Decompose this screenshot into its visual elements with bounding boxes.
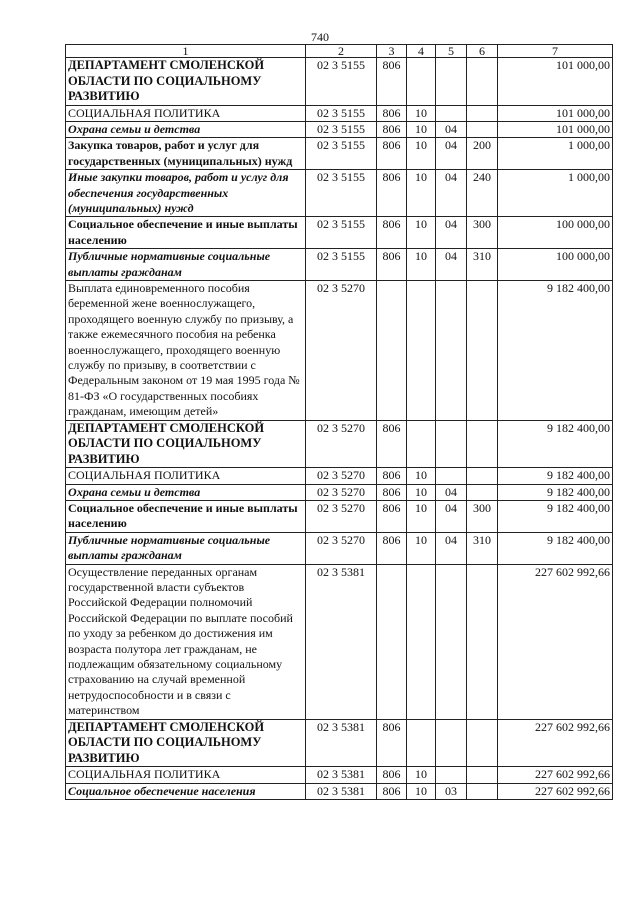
section-code-cell: 10 bbox=[407, 532, 436, 564]
section-code-cell bbox=[407, 564, 436, 719]
subsection-code-cell bbox=[436, 767, 467, 783]
subsection-code-cell: 04 bbox=[436, 121, 467, 137]
subsection-code-cell bbox=[436, 564, 467, 719]
amount-cell: 9 182 400,00 bbox=[498, 532, 613, 564]
amount-cell: 1 000,00 bbox=[498, 170, 613, 217]
row-name-cell: ДЕПАРТАМЕНТ СМОЛЕНСКОЙ ОБЛАСТИ ПО СОЦИАЛЬНОМУ РАЗВИТИЮ bbox=[66, 719, 306, 767]
subsection-code-cell bbox=[436, 719, 467, 767]
table-row bbox=[66, 767, 613, 783]
subsection-code-cell: 03 bbox=[436, 783, 467, 799]
amount-cell: 9 182 400,00 bbox=[498, 280, 613, 420]
section-code-cell: 10 bbox=[407, 170, 436, 217]
ministry-code-cell: 806 bbox=[377, 217, 407, 249]
column-header: 6 bbox=[467, 45, 498, 58]
row-name-cell: Закупка товаров, работ и услуг для государственных (муниципальных) нужд bbox=[66, 138, 306, 170]
ministry-code-cell: 806 bbox=[377, 58, 407, 106]
row-name-cell: Публичные нормативные социальные выплаты гражданам bbox=[66, 532, 306, 564]
target-code-cell: 02 3 5155 bbox=[306, 138, 377, 170]
target-code-cell: 02 3 5381 bbox=[306, 564, 377, 719]
row-name-cell: Социальное обеспечение и иные выплаты населению bbox=[66, 217, 306, 249]
ministry-code-cell: 806 bbox=[377, 767, 407, 783]
target-code-cell: 02 3 5270 bbox=[306, 468, 377, 484]
table-row bbox=[66, 105, 613, 121]
amount-cell: 227 602 992,66 bbox=[498, 767, 613, 783]
amount-cell: 1 000,00 bbox=[498, 138, 613, 170]
expense-type-cell bbox=[467, 105, 498, 121]
row-name-cell: Социальное обеспечение и иные выплаты населению bbox=[66, 500, 306, 532]
table-row bbox=[66, 468, 613, 484]
row-name-cell: Иные закупки товаров, работ и услуг для обеспечения государственных (муниципальных) нужд bbox=[66, 170, 306, 217]
target-code-cell: 02 3 5270 bbox=[306, 500, 377, 532]
page-number: 740 bbox=[311, 30, 329, 44]
amount-cell: 9 182 400,00 bbox=[498, 420, 613, 468]
ministry-code-cell: 806 bbox=[377, 170, 407, 217]
expense-type-cell bbox=[467, 420, 498, 468]
table-row bbox=[66, 783, 613, 799]
subsection-code-cell bbox=[436, 58, 467, 106]
section-code-cell: 10 bbox=[407, 767, 436, 783]
section-code-cell: 10 bbox=[407, 121, 436, 137]
table-row bbox=[66, 719, 613, 767]
amount-cell: 9 182 400,00 bbox=[498, 500, 613, 532]
section-code-cell: 10 bbox=[407, 484, 436, 500]
budget-table bbox=[65, 44, 613, 800]
section-code-cell: 10 bbox=[407, 500, 436, 532]
row-name-cell: Публичные нормативные социальные выплаты гражданам bbox=[66, 249, 306, 281]
row-name-cell: СОЦИАЛЬНАЯ ПОЛИТИКА bbox=[66, 468, 306, 484]
expense-type-cell: 240 bbox=[467, 170, 498, 217]
table-row bbox=[66, 58, 613, 106]
target-code-cell: 02 3 5155 bbox=[306, 105, 377, 121]
ministry-code-cell: 806 bbox=[377, 500, 407, 532]
table-row bbox=[66, 217, 613, 249]
target-code-cell: 02 3 5155 bbox=[306, 170, 377, 217]
amount-cell: 100 000,00 bbox=[498, 217, 613, 249]
table-body bbox=[66, 58, 613, 800]
row-name-cell: СОЦИАЛЬНАЯ ПОЛИТИКА bbox=[66, 767, 306, 783]
expense-type-cell bbox=[467, 484, 498, 500]
section-code-cell bbox=[407, 420, 436, 468]
expense-type-cell bbox=[467, 468, 498, 484]
target-code-cell: 02 3 5270 bbox=[306, 420, 377, 468]
amount-cell: 101 000,00 bbox=[498, 105, 613, 121]
amount-cell: 9 182 400,00 bbox=[498, 468, 613, 484]
table-row bbox=[66, 138, 613, 170]
table-row bbox=[66, 500, 613, 532]
expense-type-cell bbox=[467, 280, 498, 420]
expense-type-cell bbox=[467, 58, 498, 106]
target-code-cell: 02 3 5155 bbox=[306, 58, 377, 106]
amount-cell: 9 182 400,00 bbox=[498, 484, 613, 500]
amount-cell: 101 000,00 bbox=[498, 58, 613, 106]
row-name-cell: Выплата единовременного пособия беременной жене военнослужащего, проходящего военную службу по призыву, а также ежемесячного пособия на ребенка военнослужащего, проходящего военную службу по призыву, в соответствии с Федеральным законом от 19 мая 1995 года № 81-ФЗ «О государственных пособиях гражданам, имеющим детей» bbox=[66, 280, 306, 420]
subsection-code-cell bbox=[436, 420, 467, 468]
subsection-code-cell: 04 bbox=[436, 217, 467, 249]
subsection-code-cell: 04 bbox=[436, 484, 467, 500]
ministry-code-cell: 806 bbox=[377, 420, 407, 468]
row-name-cell: ДЕПАРТАМЕНТ СМОЛЕНСКОЙ ОБЛАСТИ ПО СОЦИАЛЬНОМУ РАЗВИТИЮ bbox=[66, 58, 306, 106]
expense-type-cell bbox=[467, 767, 498, 783]
subsection-code-cell bbox=[436, 468, 467, 484]
row-name-cell: Осуществление переданных органам государственной власти субъектов Российской Федерации полномочий Российской Федерации по выплате пособий по уходу за ребенком до достижения им возраста полутора лет гражданам, не подлежащим обязательному социальному страхованию на случай временной нетрудоспособности и в связи с материнством bbox=[66, 564, 306, 719]
table-row bbox=[66, 532, 613, 564]
amount-cell: 227 602 992,66 bbox=[498, 719, 613, 767]
subsection-code-cell: 04 bbox=[436, 170, 467, 217]
row-name-cell: Охрана семьи и детства bbox=[66, 484, 306, 500]
ministry-code-cell bbox=[377, 564, 407, 719]
ministry-code-cell: 806 bbox=[377, 249, 407, 281]
ministry-code-cell bbox=[377, 280, 407, 420]
amount-cell: 100 000,00 bbox=[498, 249, 613, 281]
row-name-cell: Охрана семьи и детства bbox=[66, 121, 306, 137]
row-name-cell: СОЦИАЛЬНАЯ ПОЛИТИКА bbox=[66, 105, 306, 121]
target-code-cell: 02 3 5270 bbox=[306, 484, 377, 500]
expense-type-cell bbox=[467, 121, 498, 137]
subsection-code-cell: 04 bbox=[436, 532, 467, 564]
target-code-cell: 02 3 5270 bbox=[306, 532, 377, 564]
expense-type-cell: 300 bbox=[467, 217, 498, 249]
section-code-cell bbox=[407, 719, 436, 767]
column-header: 3 bbox=[377, 45, 407, 58]
subsection-code-cell: 04 bbox=[436, 138, 467, 170]
expense-type-cell bbox=[467, 564, 498, 719]
target-code-cell: 02 3 5155 bbox=[306, 217, 377, 249]
ministry-code-cell: 806 bbox=[377, 121, 407, 137]
ministry-code-cell: 806 bbox=[377, 138, 407, 170]
column-header: 2 bbox=[306, 45, 377, 58]
ministry-code-cell: 806 bbox=[377, 719, 407, 767]
target-code-cell: 02 3 5381 bbox=[306, 767, 377, 783]
subsection-code-cell: 04 bbox=[436, 249, 467, 281]
target-code-cell: 02 3 5381 bbox=[306, 719, 377, 767]
section-code-cell: 10 bbox=[407, 783, 436, 799]
section-code-cell: 10 bbox=[407, 217, 436, 249]
expense-type-cell: 310 bbox=[467, 532, 498, 564]
section-code-cell: 10 bbox=[407, 138, 436, 170]
ministry-code-cell: 806 bbox=[377, 783, 407, 799]
expense-type-cell: 310 bbox=[467, 249, 498, 281]
subsection-code-cell: 04 bbox=[436, 500, 467, 532]
section-code-cell: 10 bbox=[407, 468, 436, 484]
expense-type-cell: 200 bbox=[467, 138, 498, 170]
section-code-cell: 10 bbox=[407, 249, 436, 281]
row-name-cell: Социальное обеспечение населения bbox=[66, 783, 306, 799]
column-header: 7 bbox=[498, 45, 613, 58]
expense-type-cell bbox=[467, 719, 498, 767]
amount-cell: 227 602 992,66 bbox=[498, 783, 613, 799]
table-row bbox=[66, 170, 613, 217]
amount-cell: 101 000,00 bbox=[498, 121, 613, 137]
table-row bbox=[66, 121, 613, 137]
header-row bbox=[66, 45, 613, 58]
column-header: 5 bbox=[436, 45, 467, 58]
table-row bbox=[66, 249, 613, 281]
ministry-code-cell: 806 bbox=[377, 105, 407, 121]
column-header: 4 bbox=[407, 45, 436, 58]
expense-type-cell: 300 bbox=[467, 500, 498, 532]
column-header: 1 bbox=[66, 45, 306, 58]
amount-cell: 227 602 992,66 bbox=[498, 564, 613, 719]
table-row bbox=[66, 484, 613, 500]
subsection-code-cell bbox=[436, 105, 467, 121]
target-code-cell: 02 3 5270 bbox=[306, 280, 377, 420]
expense-type-cell bbox=[467, 783, 498, 799]
target-code-cell: 02 3 5155 bbox=[306, 121, 377, 137]
ministry-code-cell: 806 bbox=[377, 468, 407, 484]
row-name-cell: ДЕПАРТАМЕНТ СМОЛЕНСКОЙ ОБЛАСТИ ПО СОЦИАЛЬНОМУ РАЗВИТИЮ bbox=[66, 420, 306, 468]
subsection-code-cell bbox=[436, 280, 467, 420]
target-code-cell: 02 3 5381 bbox=[306, 783, 377, 799]
ministry-code-cell: 806 bbox=[377, 532, 407, 564]
ministry-code-cell: 806 bbox=[377, 484, 407, 500]
section-code-cell bbox=[407, 58, 436, 106]
table-row bbox=[66, 280, 613, 420]
section-code-cell bbox=[407, 280, 436, 420]
table-row bbox=[66, 420, 613, 468]
target-code-cell: 02 3 5155 bbox=[306, 249, 377, 281]
table-row bbox=[66, 564, 613, 719]
section-code-cell: 10 bbox=[407, 105, 436, 121]
